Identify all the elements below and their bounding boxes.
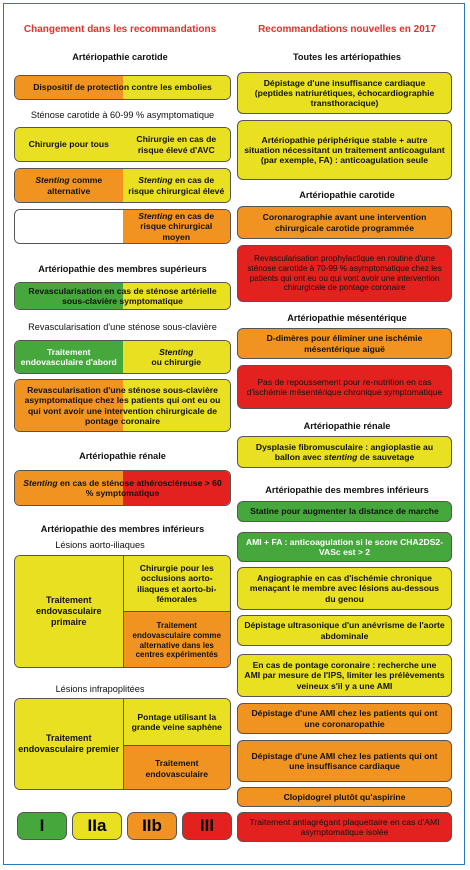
ami-coronaropathie-text: Dépistage d'une AMI chez les patients qui ont une coronaropathie xyxy=(251,708,438,729)
left-header: Changement dans les recommandations xyxy=(23,24,217,35)
box-aorto-iliaques xyxy=(14,555,231,668)
legend-class-iii: III xyxy=(182,812,232,840)
box-statine xyxy=(237,501,452,522)
angiographie-text: Angiographie en cas d'ischémie chronique menaçant le membre avec lésions au-dessous du genou xyxy=(249,573,440,604)
aorto-subtitle: Lésions aorto-iliaques xyxy=(55,540,145,550)
stable-anticoag-text: Artériopathie périphérique stable + autre situation nécessitant un traitement anticoagulant (par exemple, FA) : anticoagulation seule xyxy=(244,134,445,166)
legend-class-iib: IIb xyxy=(127,812,177,840)
box-d-dimeres xyxy=(237,328,452,359)
sous-claviere-symp-text: Revascularisation en cas de sténose artérielle sous-clavière symptomatique xyxy=(28,285,217,306)
box-sous-claviere-symp xyxy=(14,282,231,310)
repoussement-text: Pas de repoussement pour re-nutrition en cas d'ischémie mésentérique chronique symptomatique xyxy=(246,376,443,397)
box-stable-anticoag xyxy=(237,120,452,180)
box-ami-coronaropathie xyxy=(237,703,452,734)
endo-primaire: Traitement endovasculaire primaire xyxy=(15,556,123,667)
box-infrapoplitees xyxy=(14,698,231,790)
box-chirurgie xyxy=(14,127,231,162)
renale-stenting-text: Stenting en cas de sténose athéroscléreuse > 60 % symptomatique xyxy=(23,477,222,498)
right-renale-title: Artériopathie rénale xyxy=(303,421,391,431)
infrapoplitees-subtitle: Lésions infrapoplitées xyxy=(55,684,145,694)
box-ami-insuffisance xyxy=(237,740,452,782)
ami-insuffisance-text: Dépistage d'une AMI chez les patients qui ont une insuffisance cardiaque xyxy=(251,750,438,771)
box-repoussement xyxy=(237,365,452,409)
d-dimeres-text: D-dimères pour éliminer une ischémie mésentérique aiguë xyxy=(266,333,423,354)
antiagregant-text: Traitement antiagrégant plaquettaire en cas d'AMI asymptomatique isolée xyxy=(249,816,440,837)
box-depistage-ic xyxy=(237,72,452,114)
endo-premier: Traitement endovasculaire premier xyxy=(15,699,123,789)
box-protection-embolies xyxy=(14,75,231,100)
box-clopidogrel xyxy=(237,787,452,807)
box-coronarographie xyxy=(237,206,452,239)
stenose-subtitle: Sténose carotide à 60-99 % asymptomatique xyxy=(30,110,215,120)
box-prophylactique xyxy=(237,245,452,302)
right-mesenterique-title: Artériopathie mésentérique xyxy=(287,313,407,323)
stenting-risque-eleve: Stenting en cas de risque chirurgical élevé xyxy=(123,169,231,202)
stenting-risque-moyen: Stenting en cas de risque chirurgical moyen xyxy=(123,210,231,243)
chirurgie-occlusions: Chirurgie pour les occlusions aorto-iliaques et aorto-bi-fémorales xyxy=(123,556,231,611)
box-renale-stenting xyxy=(14,470,231,506)
box-sous-claviere-asympto xyxy=(14,379,231,432)
chirurgie-tous: Chirurgie pour tous xyxy=(15,128,123,161)
left-carotide-title: Artériopathie carotide xyxy=(72,52,168,62)
statine-text: Statine pour augmenter la distance de marche xyxy=(250,506,439,517)
box-endo-abord xyxy=(14,340,231,374)
left-inferieurs-title: Artériopathie des membres inférieurs xyxy=(40,524,205,534)
box-antiagregant xyxy=(237,812,452,842)
chirurgie-avc: Chirurgie en cas de risque élevé d'AVC xyxy=(123,128,231,161)
ami-fa-text: AMI + FA : anticoagulation si le score CHA2DS2-VASc est > 2 xyxy=(245,536,444,557)
box-protection-text: Dispositif de protection contre les embolies xyxy=(33,82,212,93)
box-anevrisme xyxy=(237,615,452,646)
stenting-chirurgie: Stenting ou chirurgie xyxy=(123,341,231,373)
revasc-subtitle: Revascularisation d'une sténose sous-clavière xyxy=(28,322,217,332)
stenting-alternative: Stenting comme alternative xyxy=(15,169,123,202)
box-pontage-coronaire xyxy=(237,654,452,697)
anevrisme-text: Dépistage ultrasonique d'un anévrisme de l'aorte abdominale xyxy=(244,620,445,641)
box-stenting-eleve xyxy=(14,168,231,203)
box-ami-fa xyxy=(237,532,452,562)
pontage-veine-saphene: Pontage utilisant la grande veine saphène xyxy=(123,699,231,745)
left-renale-title: Artériopathie rénale xyxy=(79,451,166,461)
coronarographie-text: Coronarographie avant une intervention chirurgicale carotide programmée xyxy=(262,212,427,233)
prophylactique-text: Revascularisation prophylactique en routine d'une sténose carotide à 70-99 % asymptomatique chez les patients qui ont eu ou qui vont avoir une intervention chirurgicale de pontage coronaire xyxy=(247,253,442,293)
box-angiographie xyxy=(237,567,452,610)
right-inferieurs-title: Artériopathie des membres inférieurs xyxy=(265,485,429,495)
right-carotide-title: Artériopathie carotide xyxy=(299,190,395,200)
legend-class-i: I xyxy=(17,812,67,840)
box-stenting-moyen xyxy=(14,209,231,244)
legend-class-iia: IIa xyxy=(72,812,122,840)
sous-claviere-asympto-text: Revascularisation d'une sténose sous-clavière asymptomatique chez les patients qui ont eu ou qui vont avoir une intervention chirurgicale de pontage coronaire xyxy=(24,384,221,426)
box-dysplasie xyxy=(237,436,452,468)
pontage-coronaire-text: En cas de pontage coronaire : recherche une AMI par mesure de l'IPS, limiter les prélèvements veineux s'il y a une AMI xyxy=(244,660,445,691)
clopidogrel-text: Clopidogrel plutôt qu'aspirine xyxy=(283,791,406,802)
right-toutes-title: Toutes les artériopathies xyxy=(292,52,402,62)
endo-abord: Traitement endovasculaire d'abord xyxy=(15,341,123,373)
left-superieurs-title: Artériopathie des membres supérieurs xyxy=(38,264,207,274)
endo-alternative-centres: Traitement endovasculaire comme alternative dans les centres expérimentés xyxy=(123,611,231,668)
right-header: Recommandations nouvelles en 2017 xyxy=(258,24,436,35)
endo-infrapoplite: Traitement endovasculaire xyxy=(123,745,231,790)
depistage-ic-text: Dépistage d'une insuffisance cardiaque (peptides natriurétiques, échocardiographie transthoracique) xyxy=(254,77,435,109)
dysplasie-text: Dysplasie fibromusculaire : angioplastie au ballon avec stenting de sauvetage xyxy=(255,441,434,462)
